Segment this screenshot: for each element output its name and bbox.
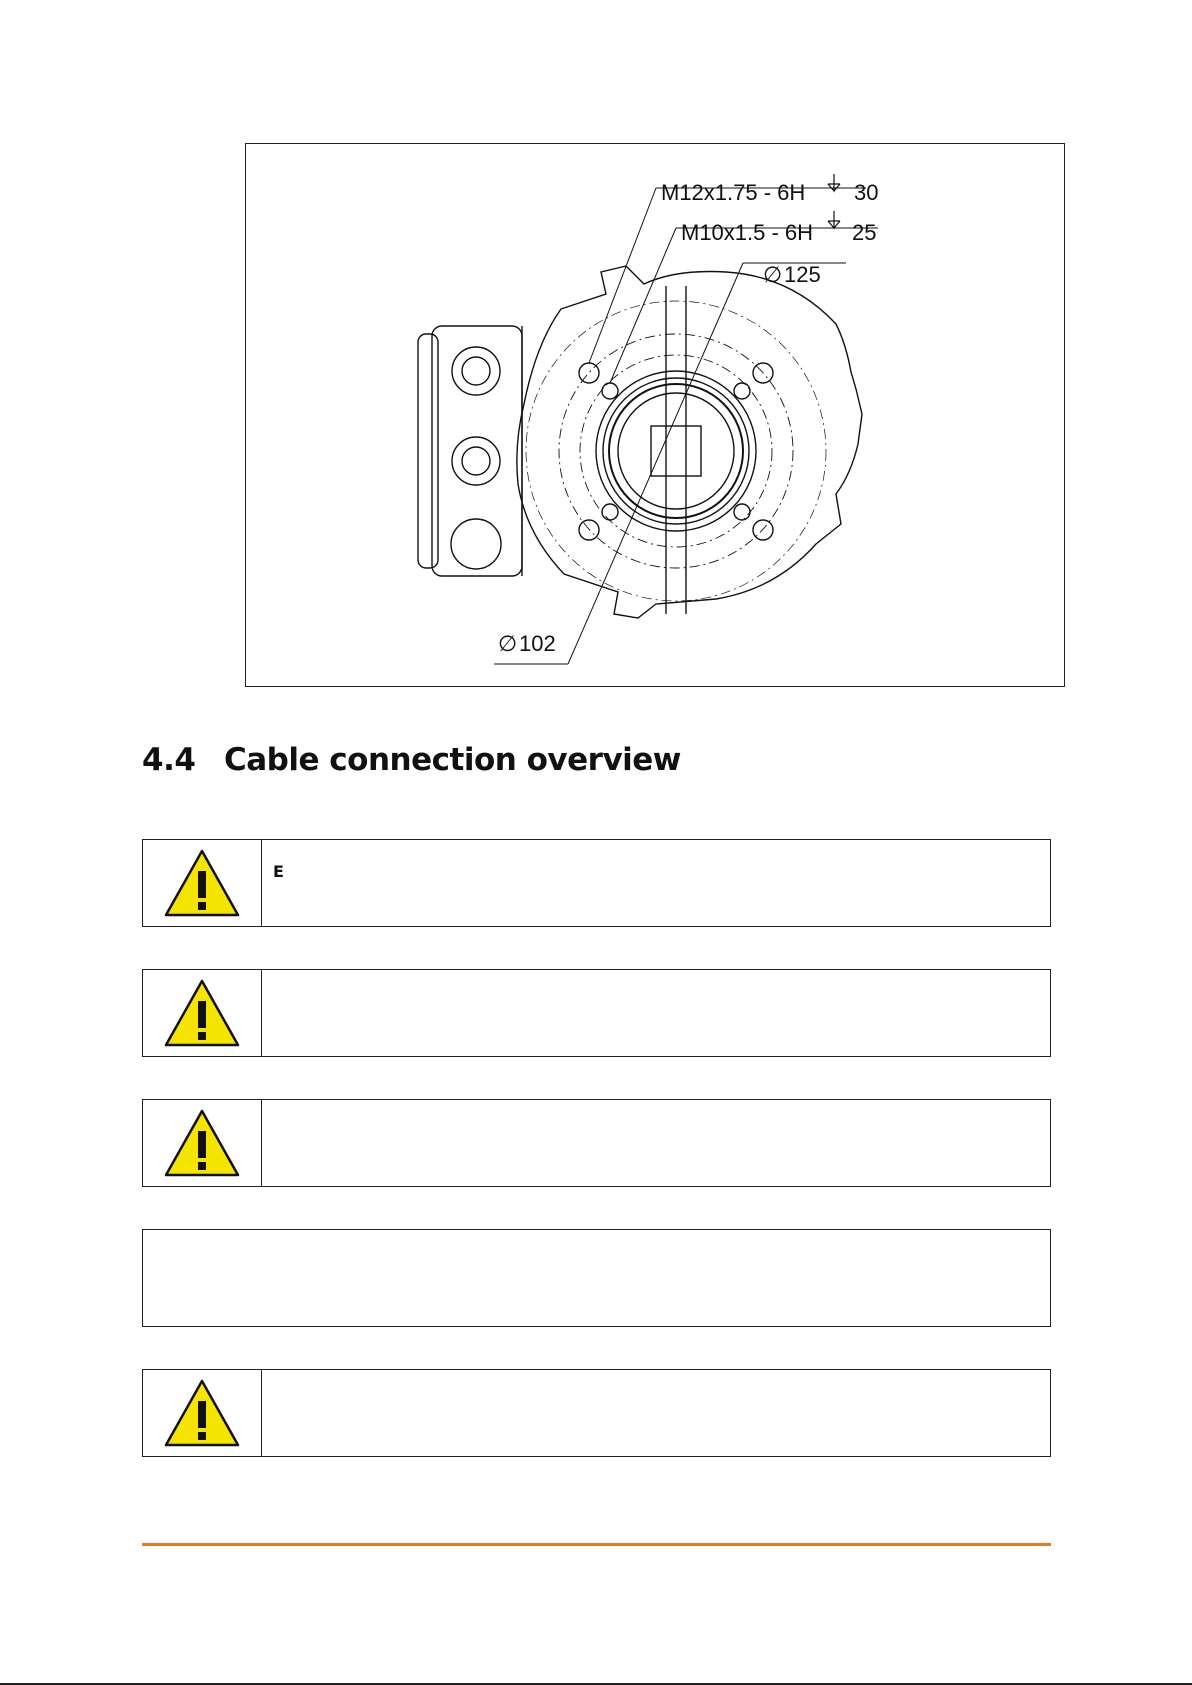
notice-icon-cell [143,1370,262,1456]
notice-icon-cell [143,970,262,1056]
warning-notice [142,1099,1051,1187]
warning-notice [142,969,1051,1057]
section-title: Cable connection overview [224,742,681,778]
bolt-circle-125 [559,334,793,568]
flange-drawing [246,144,1066,688]
warning-triangle-icon [162,847,242,919]
label-depth-25: 25 [852,220,877,245]
flange-ring-outer [596,371,756,531]
square-drive [651,426,701,476]
diameter-symbol-icon: ∅ [498,631,518,656]
notice-text: E [273,862,284,881]
label-m10: M10x1.5 - 6H [681,220,814,245]
diameter-symbol-icon: ∅ [763,262,783,287]
label-m12: M12x1.75 - 6H [661,180,806,205]
section-number: 4.4 [142,742,196,778]
warning-triangle-icon [162,977,242,1049]
flange-ring-mid [603,378,749,524]
notice-icon-cell [143,840,262,926]
warning-triangle-icon [162,1107,242,1179]
notice-icon-cell [143,1100,262,1186]
junction-box [418,326,522,576]
flange-ring-inner [609,384,743,518]
housing-outline [517,266,862,618]
label-depth-30: 30 [854,180,879,205]
bore-circle [618,393,734,509]
outer-reference-circle [526,301,826,601]
note-box [142,1229,1051,1327]
label-dia-102: 102 [519,631,556,656]
technical-drawing-frame [245,143,1065,687]
warning-triangle-icon [162,1377,242,1449]
depth-symbol-icon [828,211,840,228]
footer-rule [142,1543,1051,1546]
label-dia-125: 125 [784,262,821,287]
warning-notice [142,839,1051,927]
section-heading [142,742,681,778]
warning-notice [142,1369,1051,1457]
